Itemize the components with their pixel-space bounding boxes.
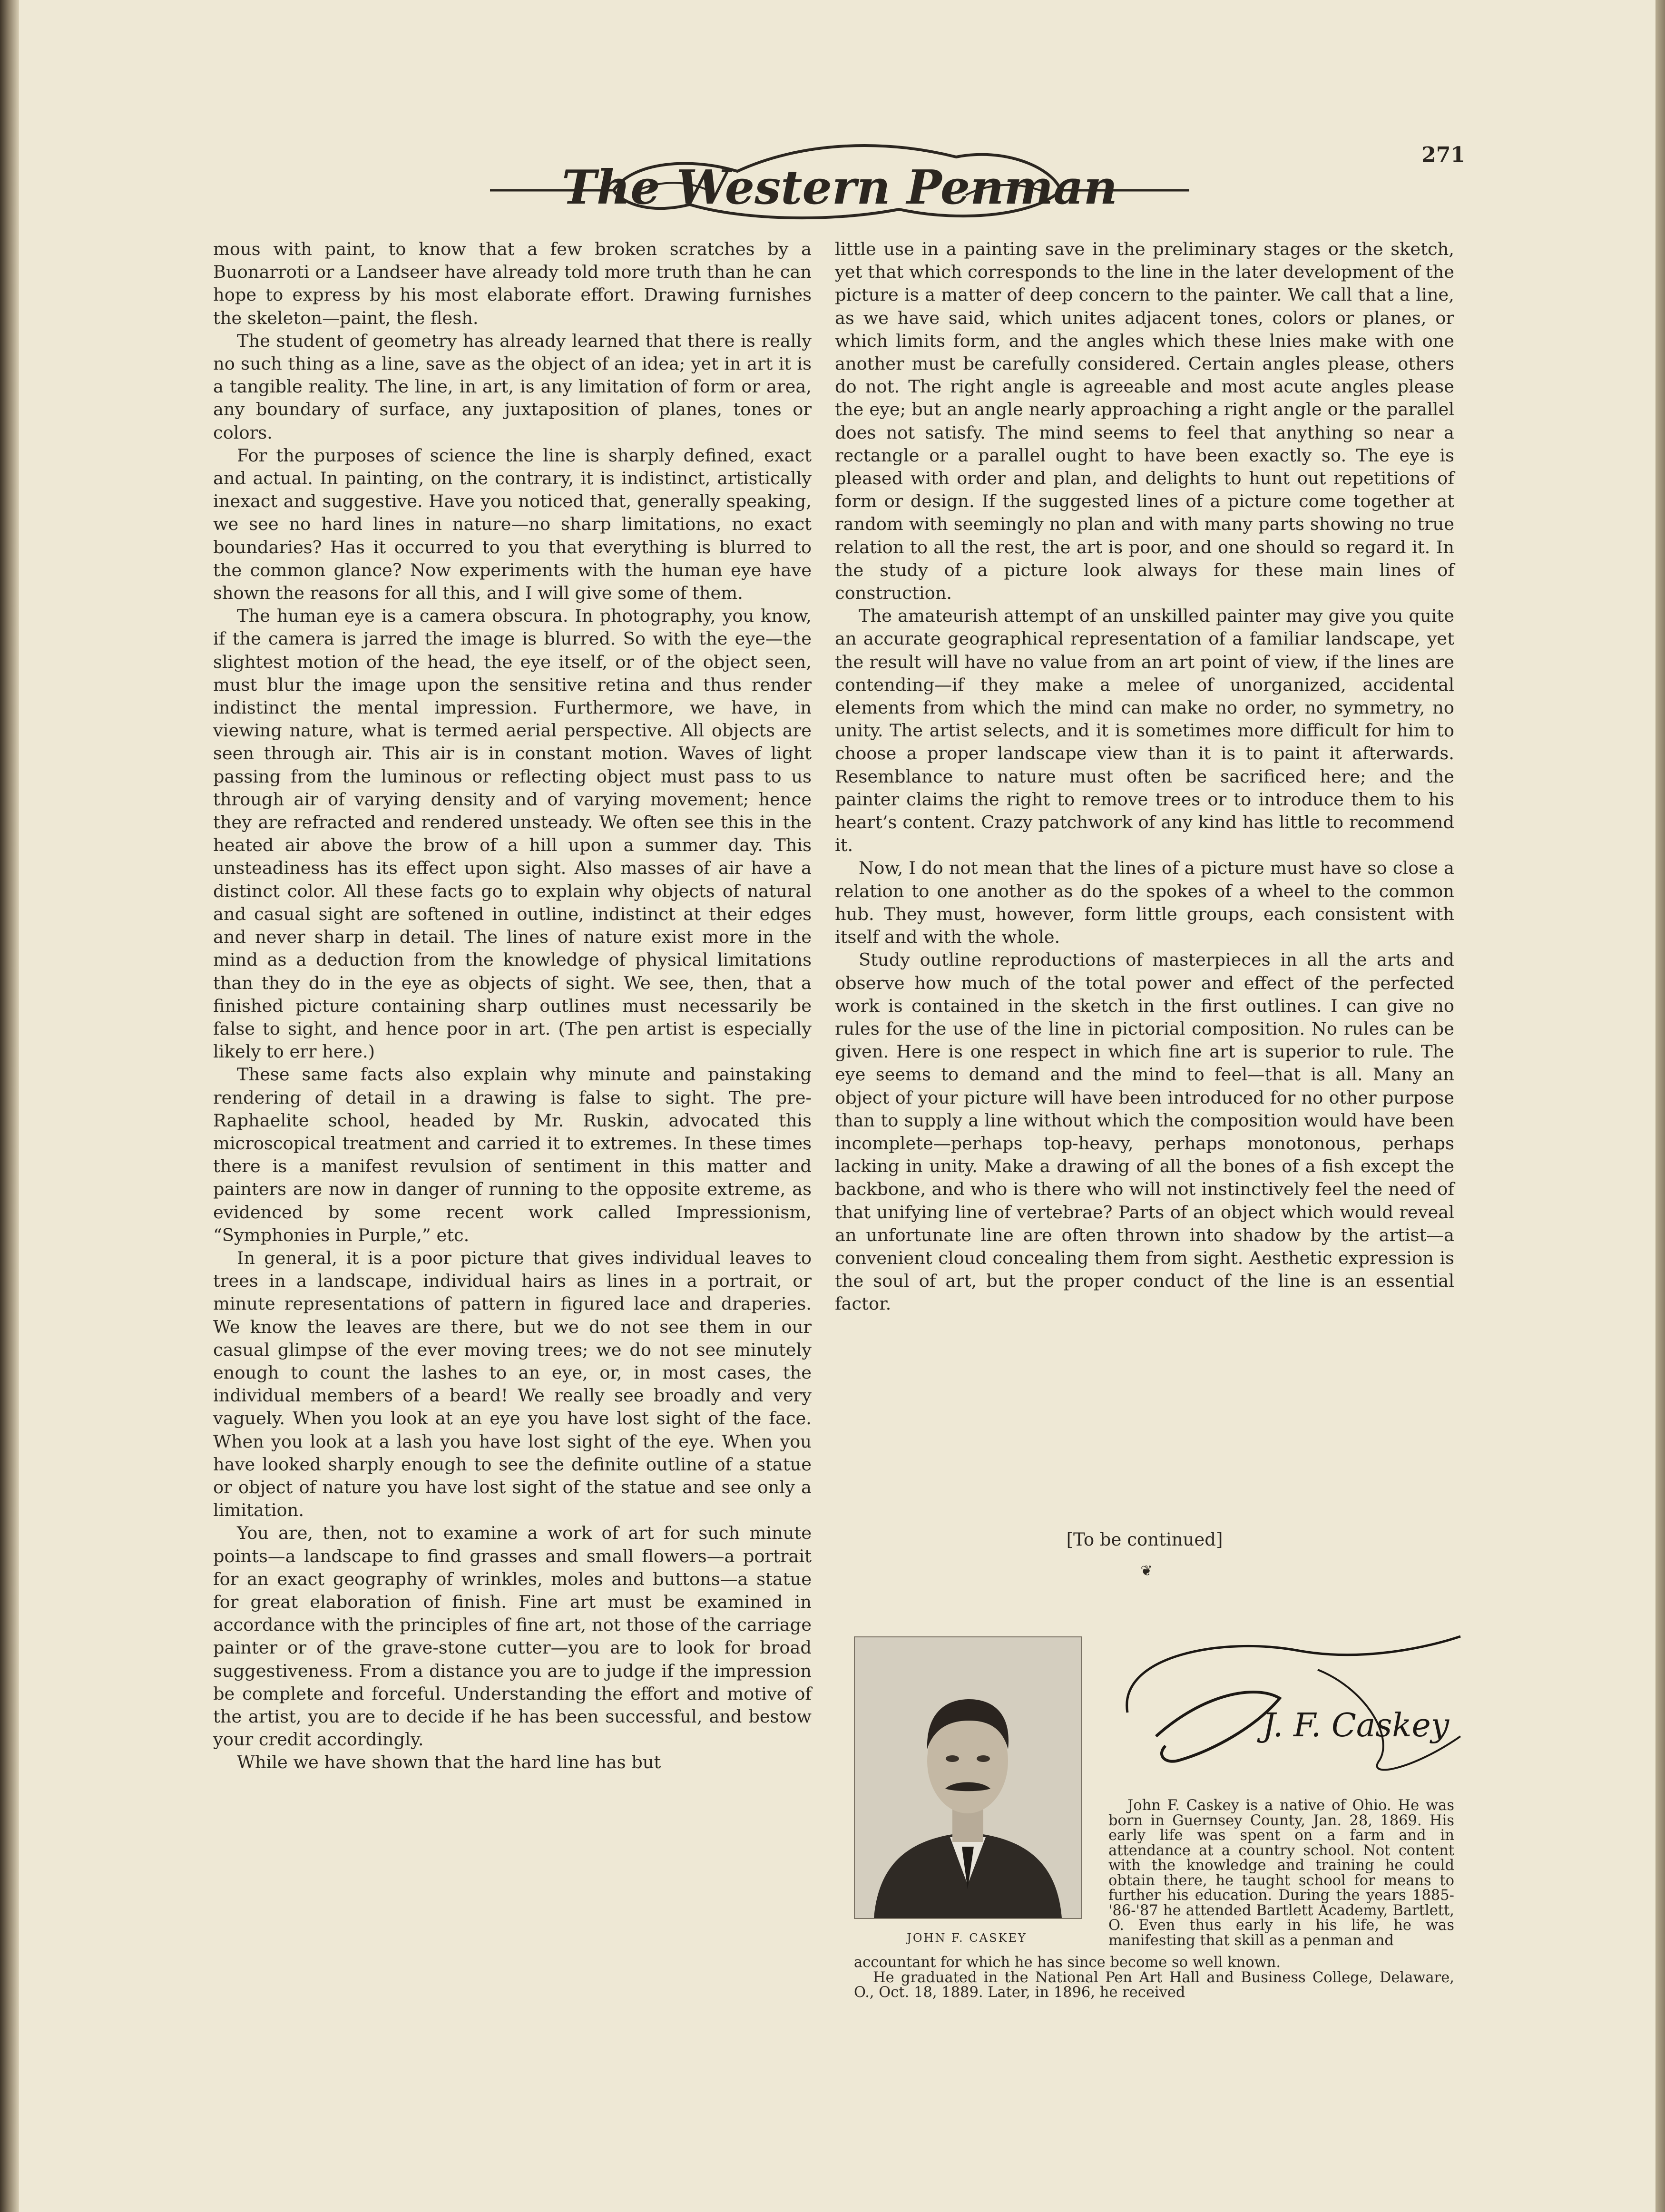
portrait-illustration <box>855 1637 1081 1918</box>
to-be-continued-note: [To be continued] <box>1066 1529 1223 1550</box>
page-number: 271 <box>1421 143 1465 167</box>
portrait-photo <box>854 1636 1082 1919</box>
photo-caption: JOHN F. CASKEY <box>907 1931 1027 1945</box>
signature-text: J. F. Caskey <box>1262 1707 1450 1744</box>
paragraph: For the purposes of science the line is sharply defined, exact and actual. In painting, on the contrary, it is indistinct, artistically inexact and suggestive. Have you noticed that, generally speaking, we see no hard lines in nature—no sharp limitations, no exact boundaries? Has it occurred to you that everything is blurred to the common glance? Now experiments with the human eye have shown the reasons for all this, and I will give some of them. <box>213 445 812 604</box>
fleuron-ornament: ❦ <box>1140 1563 1153 1579</box>
masthead-logo <box>490 133 1189 228</box>
paragraph: Study outline reproductions of masterpieces in all the arts and observe how much of the total power and effect of the perfected work is contained in the sketch in the first outlines. I can give no rules for the use of the line in pictorial composition. No rules can be given. Here is one respect in which fine art is superior to rule. The eye seems to demand and the mind to feel—that is all. Many an object of your picture will have been introduced for no other purpose than to supply a line without which the composition would have been incomplete—perhaps top-heavy, perhaps monotonous, perhaps lacking in unity. Make a drawing of all the bones of a fish except the backbone, and who is there who will not instinctively feel the need of that unifying line of vertebrae? Parts of an object which would reveal an unfortunate line are often thrown into shadow by the artist—a convenient cloud concealing them from sight. Aesthetic expression is the soul of art, but the proper conduct of the line is an essential factor. <box>835 949 1454 1314</box>
biography-side-text <box>1108 1798 1454 1948</box>
article-left-column <box>213 238 812 1774</box>
paragraph: John F. Caskey is a native of Ohio. He was born in Guernsey County, Jan. 28, 1869. His early life was spent on a farm and in attendance at a country school. Not content with the knowledge and training he could obtain there, he taught school for means to further his education. During the years 1885-'86-'87 he attended Bartlett Academy, Bartlett, O. Even thus early in his life, he was manifesting that skill as a penman and <box>1108 1797 1454 1949</box>
paragraph: The human eye is a camera obscura. In photography, you know, if the camera is jarred the image is blurred. So with the eye—the slightest motion of the head, the eye itself, or of the object seen, must blur the image upon the sensitive retina and thus render indistinct the mental impression. Furthermore, we have, in viewing nature, what is termed aerial perspective. All objects are seen through air. This air is in constant motion. Waves of light passing from the luminous or reflecting object must pass to us through air of varying density and of varying movement; hence they are refracted and rendered unsteady. We often see this in the heated air above the brow of a hill upon a summer day. This unsteadiness has its effect upon sight. Also masses of air have a distinct color. All these facts go to explain why objects of natural and casual sight are softened in outline, indistinct at their edges and never sharp in detail. The lines of nature exist more in the mind as a deduction from the knowledge of physical limitations than they do in the eye as objects of sight. We see, then, that a finished picture containing sharp outlines must necessarily be false to sight, and hence poor in art. (The pen artist is especially likely to err here.) <box>213 606 812 1062</box>
paragraph: The amateurish attempt of an unskilled painter may give you quite an accurate geographical representation of a familiar landscape, yet the result will have no value from an art point of view, if the lines are contending—if they make a melee of unorganized, accidental elements from which the mind can make no order, no symmetry, no unity. The artist selects, and it is sometimes more difficult for him to choose a proper landscape view than it is to paint it afterwards. Resemblance to nature must often be sacrificed here; and the painter claims the right to remove trees or to introduce them to his heart’s content. Crazy patchwork of any kind has little to recommend it. <box>835 606 1454 856</box>
signature-script <box>1099 1617 1470 1793</box>
paragraph: In general, it is a poor picture that gives individual leaves to trees in a landscape, individual hairs as lines in a portrait, or minute representations of pattern in figured lace and draperies. We know the leaves are there, but we do not see them in our casual glimpse of the ever moving trees; we do not see minutely enough to count the lashes to an eye, or, in most cases, the individual members of a beard! We really see broadly and very vaguely. When you look at an eye you have lost sight of the face. When you look at a lash you have lost sight of the eye. When you have looked sharply enough to see the definite outline of a statue or object of nature you have lost sight of the statue and see only a limitation. <box>213 1247 812 1521</box>
paragraph: While we have shown that the hard line has but <box>237 1752 661 1773</box>
biography-bottom-text <box>854 1955 1454 2000</box>
paragraph: mous with paint, to know that a few broken scratches by a Buonarroti or a Landseer have already told more truth than he can hope to express by his most elaborate effort. Drawing furnishes the skeleton—paint, the flesh. <box>213 239 812 328</box>
paragraph: These same facts also explain why minute and painstaking rendering of detail in a drawing is false to sight. The pre-Raphaelite school, headed by Mr. Ruskin, advocated this microscopical treatment and carried it to extremes. In these times there is a manifest revulsion of sentiment in this matter and painters are now in danger of running to the opposite extreme, as evidenced by some recent work called Impressionism, “Symphonies in Purple,” etc. <box>213 1064 812 1245</box>
signature <box>1099 1617 1470 1793</box>
magazine-page <box>19 0 1655 2212</box>
paragraph: The student of geometry has already learned that there is really no such thing as a line, save as the object of an idea; yet in art it is a tangible reality. The line, in art, is any limitation of form or area, any boundary of surface, any juxtaposition of planes, tones or colors. <box>213 330 812 443</box>
paragraph: He graduated in the National Pen Art Hall and Business College, Delaware, O., Oct. 18, 1889. Later, in 1896, he received <box>854 1969 1454 2001</box>
paragraph: accountant for which he has since become so well known. <box>854 1954 1281 1971</box>
paragraph: little use in a painting save in the preliminary stages or the sketch, yet that which corresponds to the line in the later development of the picture is a matter of deep concern to the painter. We call that a line, as we have said, which unites adjacent tones, colors or planes, or which limits form, and the angles which these lnies make with one another must be carefully considered. Certain angles please, others do not. The right angle is agreeable and most acute angles please the eye; but an angle nearly approaching a right angle or the parallel does not satisfy. The mind seems to feel that anything so near a rectangle or a parallel ought to have been exactly so. The eye is pleased with order and plan, and delights to hunt out repetitions of form or design. If the suggested lines of a picture come together at random with seemingly no plan and with many parts showing no true relation to all the rest, the art is poor, and one should so regard it. In the study of a picture look always for these main lines of construction. <box>835 239 1454 604</box>
article-right-column <box>835 238 1454 1316</box>
paragraph: Now, I do not mean that the lines of a picture must have so close a relation to one another as do the spokes of a wheel to the common hub. They must, however, form little groups, each consistent with itself and with the whole. <box>835 858 1454 948</box>
masthead-title: The Western Penman <box>562 160 1117 215</box>
masthead-logo-art <box>490 133 1189 228</box>
paragraph: You are, then, not to examine a work of art for such minute points—a landscape to find grasses and small flowers—a portrait for an exact geography of wrinkles, moles and buttons—a statue for great elaboration of finish. Fine art must be examined in accordance with the principles of fine art, not those of the carriage painter or of the grave-stone cutter—you are to look for broad suggestiveness. From a distance you are to judge if the impression be complete and forceful. Understanding the effort and motive of the artist, you are to decide if he has been successful, and bestow your credit accordingly. <box>213 1523 812 1750</box>
